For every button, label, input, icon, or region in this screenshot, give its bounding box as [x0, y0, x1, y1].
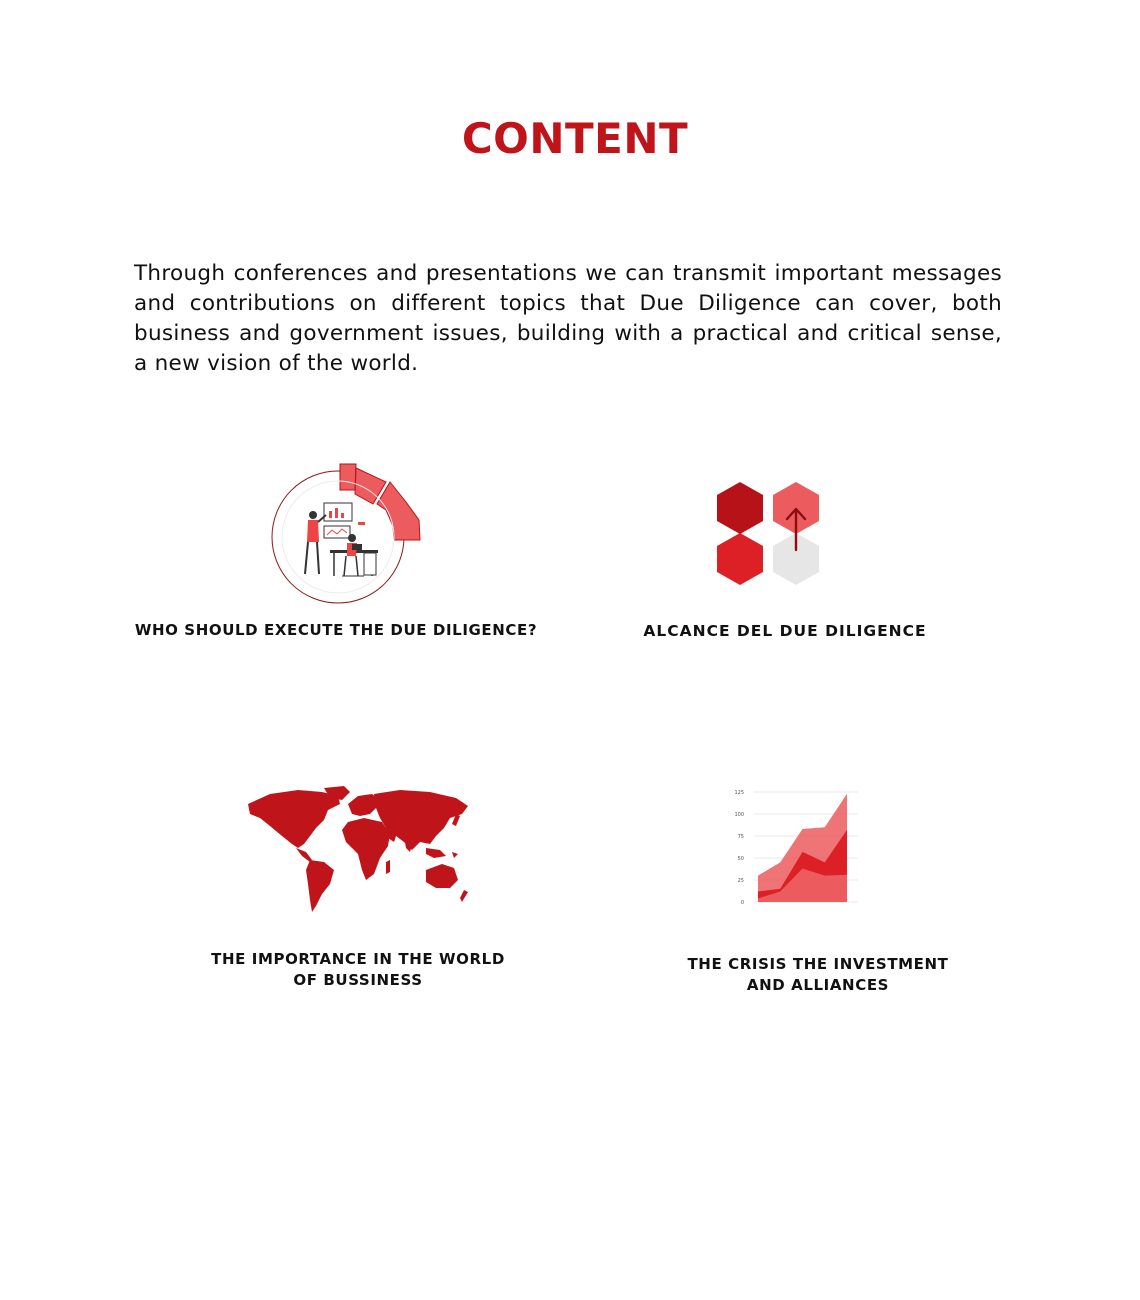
- world-map-illustration: [240, 784, 472, 914]
- chart-ytick-label: 75: [737, 834, 744, 840]
- chart-ytick-label: 25: [737, 878, 744, 884]
- card-importance-label-line1: THE IMPORTANCE IN THE WORLD: [211, 950, 505, 968]
- hexagon-growth-icon: [714, 480, 824, 590]
- card-alcance-label: ALCANCE DEL DUE DILIGENCE: [643, 622, 927, 640]
- card-importance-label-line2: OF BUSSINESS: [293, 971, 423, 989]
- intro-paragraph: Through conferences and presentations we can transmit important messages and contributions on different topics that Due Diligence can cover, both business and government issues, building with a practical and critical sense, a new vision of the world.: [134, 261, 1002, 376]
- card-crisis-label-line2: AND ALLIANCES: [746, 976, 890, 994]
- card-importance-label: [176, 949, 540, 991]
- page-title: CONTENT: [461, 114, 689, 163]
- chart-ytick-label: 0: [740, 900, 744, 906]
- chart-ytick-label: 50: [737, 856, 744, 862]
- team-presentation-illustration: [268, 460, 428, 606]
- card-crisis-label: [640, 954, 996, 996]
- chart-ytick-label: 100: [734, 812, 744, 818]
- card-crisis-label-line1: THE CRISIS THE INVESTMENT: [687, 955, 949, 973]
- card-who-should-execute-label: WHO SHOULD EXECUTE THE DUE DILIGENCE?: [134, 621, 538, 639]
- chart-areas: [758, 794, 847, 902]
- chart-ytick-label: 125: [734, 790, 744, 796]
- area-chart-illustration: [720, 784, 870, 912]
- chart-yticks: [734, 790, 744, 906]
